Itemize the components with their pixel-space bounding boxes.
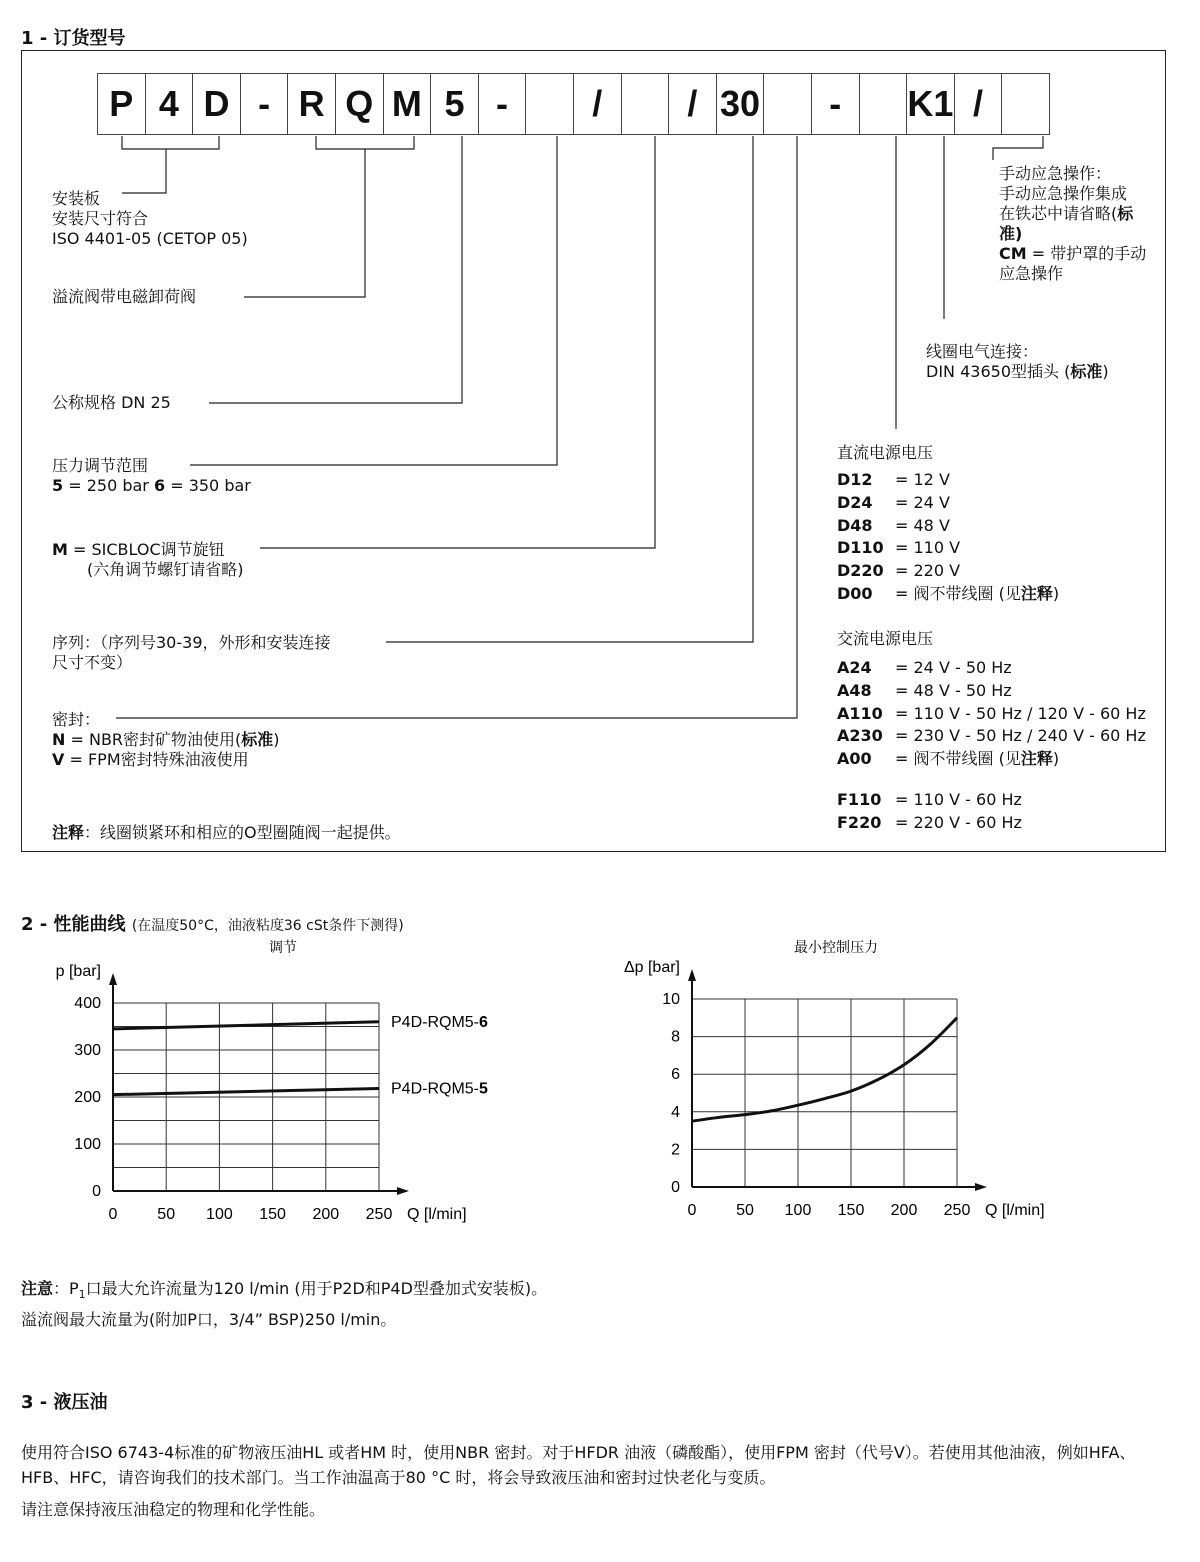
y-tick-label: 100 xyxy=(74,1136,101,1153)
chart-regulation xyxy=(20,930,540,1230)
leader-manual xyxy=(993,136,1043,160)
x-axis-arrow xyxy=(975,1183,987,1191)
chart-min-pilot-pressure xyxy=(600,930,1100,1230)
coil-connection-label: 线圈电气连接： DIN 43650型插头 (标准) xyxy=(926,342,1109,381)
hydraulic-fluid-text-2: 请注意保持液压油稳定的物理和化学性能。 xyxy=(21,1500,326,1519)
ac-voltage-title: 交流电源电压 xyxy=(837,629,934,648)
voltage-row: A24 = 24 V - 50 Hz xyxy=(837,658,1012,677)
x-tick-label: 200 xyxy=(312,1206,340,1223)
leader-adjust xyxy=(260,136,655,548)
mounting-label: 安装板 安装尺寸符合 ISO 4401-05 (CETOP 05) xyxy=(52,189,248,248)
y-tick-label: 0 xyxy=(671,1179,680,1196)
y-tick-label: 6 xyxy=(671,1066,680,1084)
code-cell: / xyxy=(954,73,1003,135)
f-voltage-list xyxy=(837,789,1022,835)
y-tick-label: 200 xyxy=(74,1089,101,1106)
code-cell: - xyxy=(240,73,289,135)
series-label xyxy=(391,1014,488,1031)
x-tick-label: 250 xyxy=(943,1202,971,1219)
leader-size xyxy=(209,136,462,403)
adjust-label: M = SICBLOC调节旋钮 (六角调节螺钉请省略) xyxy=(52,540,244,579)
size-label: 公称规格 DN 25 xyxy=(52,393,171,412)
leader-type xyxy=(244,149,365,297)
voltage-row: D00 = 阀不带线圈 (见注释) xyxy=(837,583,1060,603)
bracket-mounting xyxy=(122,136,219,149)
code-cell: 4 xyxy=(145,73,194,135)
x-axis-arrow xyxy=(397,1187,409,1195)
code-cell: K1 xyxy=(906,73,955,135)
y-tick-label: 400 xyxy=(74,995,101,1012)
code-cell: - xyxy=(478,73,527,135)
manual-override-label: 手动应急操作： 手动应急操作集成 在铁芯中请省略(标 准) CM = 带护罩的手动 应急操作 xyxy=(999,164,1147,283)
code-cell: R xyxy=(287,73,336,135)
dc-voltage-list xyxy=(837,469,1059,606)
dc-voltage-title: 直流电源电压 xyxy=(837,443,934,462)
series-label xyxy=(391,1081,488,1098)
voltage-row: D24 = 24 V xyxy=(837,492,950,512)
voltage-row: A110 = 110 V - 50 Hz / 120 V - 60 Hz xyxy=(837,703,1146,723)
section-3-title: 3 - 液压油 xyxy=(21,1392,108,1413)
code-cell: 5 xyxy=(430,73,479,135)
y-tick-label: 4 xyxy=(671,1103,680,1121)
voltage-row: D48 = 48 V xyxy=(837,515,950,535)
x-axis-label: Q [l/min] xyxy=(407,1206,467,1223)
x-axis-label: Q [l/min] xyxy=(985,1202,1045,1219)
series-label-text: P4D-RQM5- xyxy=(391,1080,480,1098)
y-axis-label: Δp [bar] xyxy=(623,959,680,976)
y-axis-arrow xyxy=(109,973,117,985)
voltage-row: D12 = 12 V xyxy=(837,470,950,489)
series-label-suffix: 5 xyxy=(479,1080,488,1098)
valve-type-label: 溢流阀带电磁卸荷阀 xyxy=(52,287,197,306)
series-line xyxy=(113,1089,379,1095)
x-tick-label: 0 xyxy=(687,1202,697,1219)
y-axis-label: p [bar] xyxy=(55,963,101,980)
hydraulic-fluid-text: 使用符合ISO 6743-4标准的矿物液压油HL 或者HM 时，使用NBR 密封。对于HFDR 油液（磷酸酯），使用FPM 密封（代号V）。若使用其他油液，例如HFA、HFB、HFC，请咨询我们的技术部门。当工作油温高于80 °C 时，将会导致液压油和密封过快老化与变质。 xyxy=(21,1443,1136,1487)
x-tick-label: 50 xyxy=(736,1202,754,1219)
code-cell: - xyxy=(811,73,860,135)
code-cell: Q xyxy=(335,73,384,135)
code-cell: P xyxy=(97,73,146,135)
chart-title: 调节 xyxy=(269,939,297,955)
x-tick-label: 100 xyxy=(784,1202,812,1219)
code-cell: 30 xyxy=(716,73,765,135)
leader-pressure xyxy=(190,136,557,465)
section-2-subtitle: (在温度50°C，油液粘度36 cSt条件下测得) xyxy=(131,918,404,934)
series-label: 序列：（序列号30-39，外形和安装连接 尺寸不变） xyxy=(52,633,331,672)
section-title-text: 订货型号 xyxy=(53,28,126,49)
pressure-label: 压力调节范围 5 = 250 bar 6 = 350 bar xyxy=(52,456,251,495)
section-2-title: 2 - 性能曲线 (在温度50°C，油液粘度36 cSt条件下测得) xyxy=(21,914,404,935)
seal-label: 密封： N = NBR密封矿物油使用(标准) V = FPM密封特殊油液使用 xyxy=(52,710,280,769)
series-label-text: P4D-RQM5- xyxy=(391,1013,480,1031)
voltage-row: D220 = 220 V xyxy=(837,561,961,581)
code-cell: / xyxy=(668,73,717,135)
code-cell: M xyxy=(383,73,432,135)
notice: 注意：$P_1$口最大允许流量为120 l/min (用于P2D和P4D型叠加式安装板)。 溢流阀最大流量为(附加P口，3/4” BSP)250 l/min。 xyxy=(21,1279,548,1330)
voltage-row: F220 = 220 V - 60 Hz xyxy=(837,812,1022,832)
voltage-row: F110 = 110 V - 60 Hz xyxy=(837,790,1022,809)
x-tick-label: 50 xyxy=(157,1206,176,1223)
code-cell: / xyxy=(573,73,622,135)
y-tick-label: 10 xyxy=(662,991,680,1008)
voltage-row: A48 = 48 V - 50 Hz xyxy=(837,680,1012,700)
x-tick-label: 200 xyxy=(890,1202,918,1219)
leader-mounting xyxy=(122,149,166,193)
section-number: 1 - xyxy=(21,28,54,49)
voltage-row: A00 = 阀不带线圈 (见注释) xyxy=(837,749,1060,769)
series-label-suffix: 6 xyxy=(479,1013,488,1031)
y-tick-label: 0 xyxy=(92,1183,101,1200)
note-label: 注释：线圈锁紧环和相应的O型圈随阀一起提供。 xyxy=(52,823,401,842)
y-tick-label: 2 xyxy=(671,1141,680,1159)
x-tick-label: 150 xyxy=(837,1202,865,1219)
y-axis-arrow xyxy=(688,969,696,981)
x-tick-label: 100 xyxy=(206,1206,233,1223)
ac-voltage-list xyxy=(837,657,1146,771)
voltage-row: D110 = 110 V xyxy=(837,538,961,558)
x-tick-label: 0 xyxy=(108,1206,118,1223)
leader-series xyxy=(386,136,753,642)
chart-title: 最小控制压力 xyxy=(794,939,878,955)
y-tick-label: 300 xyxy=(74,1042,101,1059)
code-cell: D xyxy=(192,73,241,135)
bracket-type xyxy=(316,136,414,149)
x-tick-label: 150 xyxy=(259,1206,286,1223)
series-line xyxy=(692,1018,957,1121)
voltage-row: A230 = 230 V - 50 Hz / 240 V - 60 Hz xyxy=(837,726,1146,746)
series-line xyxy=(113,1022,379,1029)
x-tick-label: 250 xyxy=(365,1206,393,1223)
y-tick-label: 8 xyxy=(671,1028,680,1046)
